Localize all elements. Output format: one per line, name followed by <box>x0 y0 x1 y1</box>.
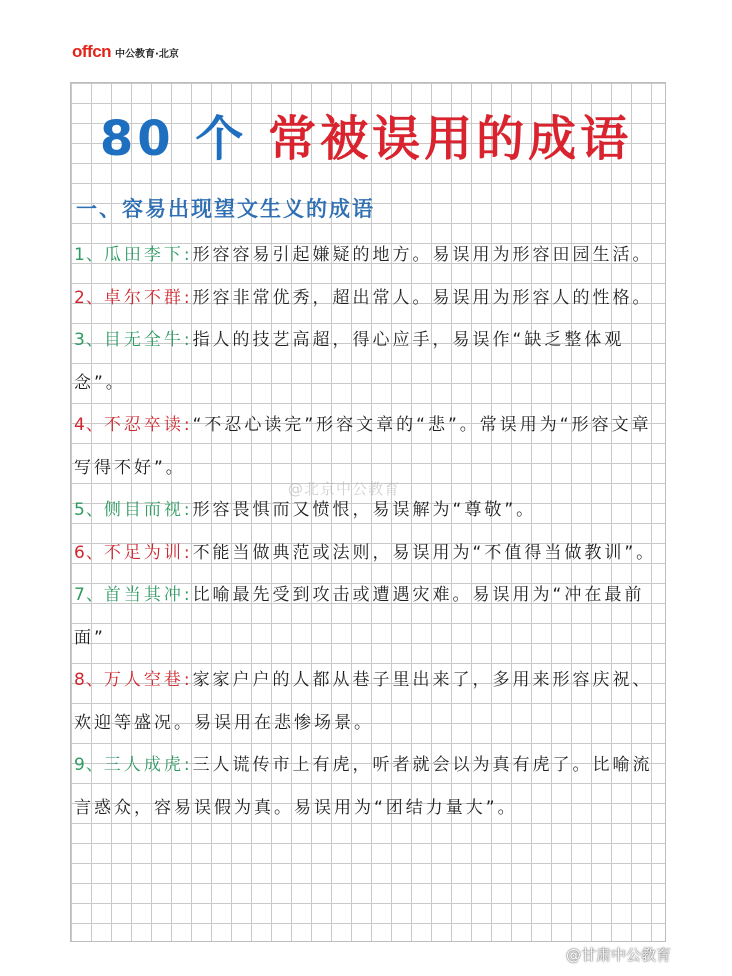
title-text: 常被误用的成语 <box>268 111 633 167</box>
idiom-term: 首当其冲 <box>103 585 184 605</box>
idiom-explanation: 家家户户的人都从巷子里出来了，多用来形容庆祝、欢迎等盛况。易误用在悲惨场景。 <box>74 670 653 733</box>
offcn-logo <box>72 42 179 62</box>
idiom-item-1 <box>74 234 664 277</box>
idiom-term: 万人空巷 <box>103 670 184 690</box>
term-colon: : <box>183 245 193 265</box>
idiom-item-6 <box>74 532 664 575</box>
idiom-explanation: 形容容易引起嫌疑的地方。易误用为形容田园生活。 <box>192 245 653 265</box>
idiom-term: 瓜田李下 <box>103 245 184 265</box>
page-title <box>0 104 732 174</box>
idiom-term: 目无全牛 <box>103 330 184 350</box>
term-colon: : <box>183 585 193 605</box>
term-colon: : <box>183 287 193 308</box>
item-index: 9、 <box>74 755 104 775</box>
term-colon: : <box>183 500 193 520</box>
section-heading: 一、容易出现望文生义的成语 <box>76 197 375 221</box>
brand-name: offcn <box>72 42 112 61</box>
term-colon: : <box>183 330 193 350</box>
idiom-item-9 <box>74 744 664 829</box>
idiom-item-2 <box>74 277 664 320</box>
idiom-term: 不忍卒读 <box>103 415 184 435</box>
idiom-explanation: 形容非常优秀，超出常人。易误用为形容人的性格。 <box>192 287 653 308</box>
term-colon: : <box>183 542 193 563</box>
title-measure: 个 <box>195 111 248 167</box>
idiom-item-8 <box>74 659 664 744</box>
org-name: 中公教育·北京 <box>115 49 179 60</box>
term-colon: : <box>183 415 193 435</box>
item-index: 6、 <box>74 542 104 563</box>
item-index: 8、 <box>74 670 104 690</box>
item-index: 1、 <box>74 245 104 265</box>
idiom-term: 不足为训 <box>103 542 184 563</box>
idiom-explanation: 比喻最先受到攻击或遭遇灾难。易误用为“冲在最前面” <box>74 585 645 648</box>
item-index: 2、 <box>74 287 104 308</box>
idiom-explanation: 形容畏惧而又愤恨，易误解为“尊敬”。 <box>192 500 537 520</box>
item-index: 4、 <box>74 415 104 435</box>
idiom-item-7 <box>74 574 664 659</box>
term-colon: : <box>183 670 193 690</box>
watermark-bottom: @甘肃中公教育 <box>566 946 672 964</box>
item-index: 7、 <box>74 585 104 605</box>
item-index: 3、 <box>74 330 104 350</box>
idiom-explanation: 不能当做典范或法则，易误用为“不值得当做教训”。 <box>192 542 657 563</box>
watermark-middle: @北京中公教育 <box>288 480 401 498</box>
title-number: 80 <box>99 111 175 167</box>
idiom-term: 三人成虎 <box>103 755 184 775</box>
idiom-explanation: 指人的技艺高超，得心应手，易误作“缺乏整体观念”。 <box>74 330 625 393</box>
idiom-item-3 <box>74 319 664 404</box>
idiom-term: 侧目而视 <box>103 500 184 520</box>
term-colon: : <box>183 755 193 775</box>
idiom-explanation: “不忍心读完”形容文章的“悲”。常误用为“形容文章写得不好”。 <box>74 415 652 478</box>
idiom-item-4 <box>74 404 664 489</box>
idiom-term: 卓尔不群 <box>103 287 184 308</box>
idiom-list <box>74 234 664 829</box>
idiom-explanation: 三人谎传市上有虎，听者就会以为真有虎了。比喻流言惑众，容易误假为真。易误用为“团结力量大”。 <box>74 755 653 818</box>
item-index: 5、 <box>74 500 104 520</box>
